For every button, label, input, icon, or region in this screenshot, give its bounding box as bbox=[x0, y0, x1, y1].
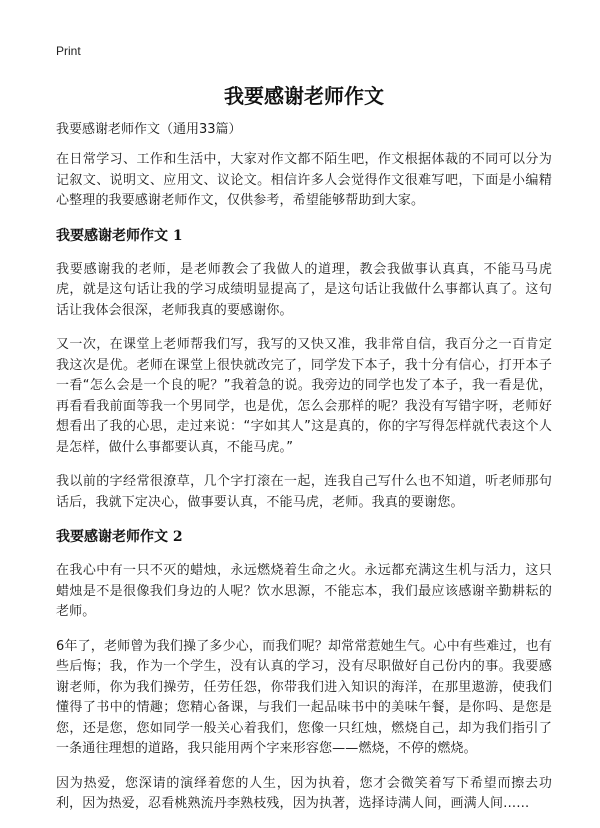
section-2-paragraph-3: 因为热爱，您深请的演绎着您的人生，因为执着，您才会微笑着写下希望而擦去功利，因为热爱，忍看桃熟流丹李熟枝残，因为执著，选择诗满人间，画满人间…… bbox=[56, 775, 552, 811]
document-page bbox=[56, 0, 552, 828]
section-2-paragraph-2: 6年了，老师曾为我们操了多少心，而我们呢？却常常惹她生气。心中有些难过，也有些后悔；我，作为一个学生，没有认真的学习，没有尽职做好自己份内的事。我要感谢老师，你为我们操劳，任劳任怨，你带我们进入知识的海洋，在那里遨游，使我们懂得了书中的情趣；您精心备课，与我们一起品味书中的美味午餐，是你吗、是您是您，还是您，您如同学一般关心着我们，您像一只红烛，燃烧自己，却为我们指引了一条通往理想的道路，我只能用两个字来形容您——燃烧，不停的燃烧。 bbox=[56, 638, 552, 756]
section-2-paragraph-1: 在我心中有一只不灭的蜡烛，永远燃烧着生命之火。永远都充满这生机与活力，这只蜡烛是不是很像我们身边的人呢？饮水思源，不能忘本，我们最应该感谢辛勤耕耘的老师。 bbox=[56, 563, 552, 619]
section-1-paragraph-1: 我要感谢我的老师，是老师教会了我做人的道理，教会我做事认真真，不能马马虎虎，就是这句话让我的学习成绩明显提高了，是这句话让我做什么事都认真了。这句话让我体会很深，老师我真的要感谢你。 bbox=[56, 261, 552, 318]
page-title: 我要感谢老师作文 bbox=[224, 84, 384, 108]
section-1-paragraph-2: 又一次，在课堂上老师帮我们写，我写的又快又准，我非常自信，我百分之一百肯定我这次是优。老师在课堂上很快就改完了，同学发下本子，我十分有信心，打开本子一看“怎么会是一个良的呢？”我着急的说。我旁边的同学也发了本子，我一看是优，再看看我前面等我一个男同学，也是优，怎么会那样的呢？我没有写错字呀，老师好想看出了我的心思，走过来说：“字如其人”这是真的，你的字写得怎样就代表这个人是怎样，做什么事都要认真，不能马虎。” bbox=[56, 337, 552, 455]
article-body bbox=[56, 150, 552, 828]
document-subtitle: 我要感谢老师作文（通用33篇） bbox=[56, 122, 242, 137]
section-heading-1: 我要感谢老师作文 1 bbox=[56, 227, 183, 244]
section-heading-2: 我要感谢老师作文 2 bbox=[56, 529, 183, 545]
intro-paragraph: 在日常学习、工作和生活中，大家对作文都不陌生吧，作文根据体裁的不同可以分为记叙文、说明文、应用文、议论文。相信许多人会觉得作文很难写吧，下面是小编精心整理的我要感谢老师作文，仅供参考，希望能够帮助到大家。 bbox=[56, 152, 552, 208]
section-1-paragraph-3: 我以前的字经常很潦草，几个字打滚在一起，连我自己写什么也不知道，听老师那句话后，我就下定决心，做事要认真，不能马虎，老师。我真的要谢您。 bbox=[56, 474, 552, 510]
print-label: Print bbox=[56, 44, 81, 58]
